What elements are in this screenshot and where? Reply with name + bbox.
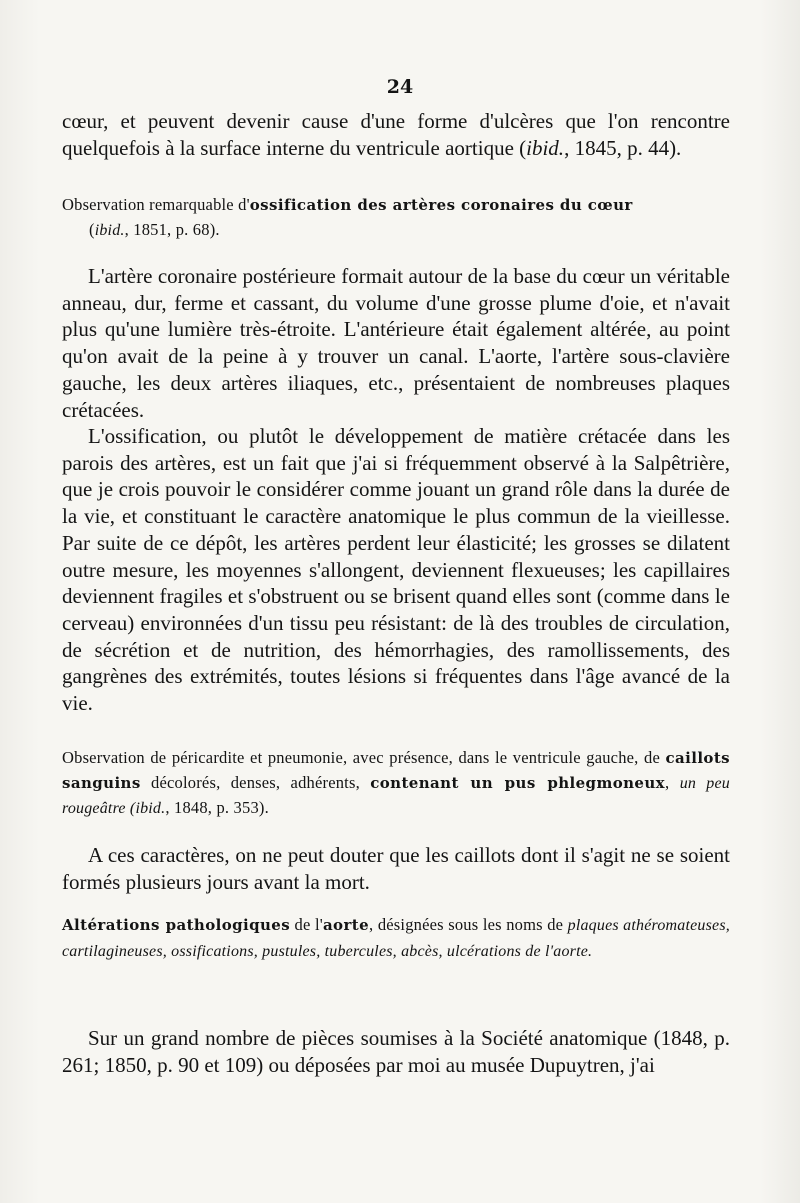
page-number: 24 — [386, 76, 414, 98]
heading2-bold1: caillots sanguins — [62, 749, 730, 792]
heading2-ref-rest: , 1848, p. 353). — [165, 798, 269, 817]
observation-heading-1 — [62, 193, 730, 243]
para1-ref-rest: , 1845, p. 44). — [564, 135, 682, 160]
para3: L'ossification, ou plutôt le développement de matière crétacée dans les parois des artères, est un fait que j'ai si fréquemment observé à la Salpêtrière, que je crois pouvoir le considérer comme jouant un grand rôle dans la durée de la vie, et constituant le caractère anatomique le plus commun de la vieillesse. Par suite de ce dépôt, les artères perdent leur élasticité; les grosses se dilatent outre mesure, les moyennes s'allongent, deviennent flexueuses; les capillaires deviennent fragiles et s'obstruent ou se brisent quand elles sont (comme dans le cerveau) environnées d'un tissu peu résistant: de là des troubles de circulation, de sécrétion et de nutrition, des hémorrhagies, des ramollissements, des gangrènes des extrémités, toutes lésions si fréquentes dans l'âge avancé de la vie. — [62, 424, 730, 716]
para1-ref-italic: ibid. — [526, 135, 565, 160]
observation-heading-3 — [62, 913, 730, 964]
heading3-bold2: aorte — [322, 916, 370, 934]
heading1-ref-open: ( — [89, 219, 95, 239]
para5: Sur un grand nombre de pièces soumises à la Société anatomique (1848, p. 261; 1850, p. 90 et 109) ou déposées par moi au musée Dupuytren, j'ai — [62, 1026, 730, 1077]
heading3-bold1: Altérations pathologiques — [62, 916, 291, 934]
observation-heading-2 — [62, 746, 730, 822]
heading2-mid: décolorés, denses, adhérents, — [140, 772, 371, 792]
paragraph-continuation — [62, 108, 730, 161]
heading1-ref — [62, 218, 730, 244]
heading2-pre: Observation de péricardite et pneumonie, avec présence, dans le ventricule gauche, de — [62, 748, 666, 767]
paragraph-ossification — [62, 423, 730, 717]
heading3-mid: de l' — [290, 915, 323, 934]
paragraph-societe — [62, 1025, 730, 1078]
paragraph-caillots — [62, 842, 730, 895]
heading1-ref-rest: , 1851, p. 68). — [124, 219, 220, 239]
paragraph-coronary — [62, 263, 730, 423]
heading2-italic: un peu rougeâtre (ibid. — [62, 774, 730, 817]
heading1-ref-italic: ibid. — [94, 221, 125, 239]
heading1-bold: ossification des artères coronaires du cœur — [249, 196, 633, 214]
heading3-pre-italic: , désignées sous les noms de — [369, 915, 568, 934]
heading2-bold2: contenant un pus phlegmoneux — [370, 773, 666, 792]
heading3-italic: plaques athéromateuses, cartilagineuses, ossifications, pustules, tubercules, abcès, ulcérations de l'aorte. — [62, 917, 730, 960]
para4: A ces caractères, on ne peut douter que les caillots dont il s'agit ne se soient formés plusieurs jours avant la mort. — [62, 843, 730, 894]
heading2-sep: , — [665, 772, 680, 792]
para2: L'artère coronaire postérieure formait autour de la base du cœur un véritable anneau, dur, ferme et cassant, du volume d'une grosse plume d'oie, et n'avait plus qu'une lumière très-étroite. L'antérieure était également altérée, au point qu'on avait de la peine à y trouver un canal. L'aorte, l'artère sous-clavière gauche, les deux artères iliaques, etc., présentaient de nombreuses plaques crétacées. — [62, 264, 730, 422]
para1-text: cœur, et peuvent devenir cause d'une forme d'ulcères que l'on rencontre quelquefois à la surface interne du ventricule aortique ( — [62, 109, 730, 160]
heading1-pre: Observation remarquable d' — [62, 195, 250, 214]
